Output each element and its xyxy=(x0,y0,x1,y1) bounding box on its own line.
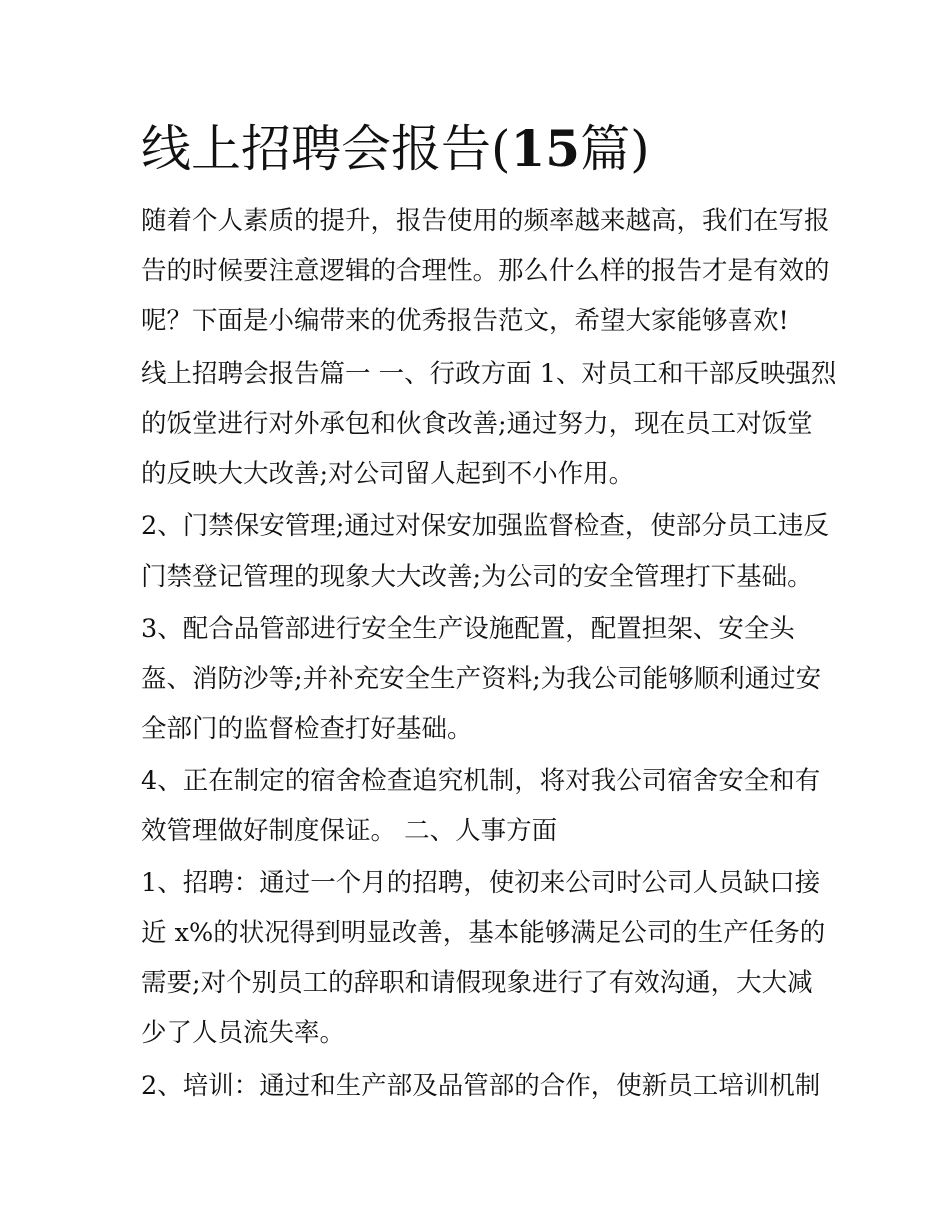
body-line: 2、培训：通过和生产部及品管部的合作，使新员工培训机制 xyxy=(141,1071,821,1101)
body-line: 告的时候要注意逻辑的合理性。那么什么样的报告才是有效的 xyxy=(141,256,830,286)
body-line: 全部门的监督检查打好基础。 xyxy=(141,714,473,744)
body-line: 的饭堂进行对外承包和伙食改善;通过努力，现在员工对饭堂 xyxy=(141,409,813,439)
body-line: 近 x%的状况得到明显改善，基本能够满足公司的生产任务的 xyxy=(141,918,826,948)
body-line: 的反映大大改善;对公司留人起到不小作用。 xyxy=(141,459,635,489)
title-prefix: 线上招聘会报告( xyxy=(141,120,511,178)
body-line: 盔、消防沙等;并补充安全生产资料;为我公司能够顺利通过安 xyxy=(141,664,822,694)
body-line: 随着个人素质的提升，报告使用的频率越来越高，我们在写报 xyxy=(141,206,830,236)
body-line: 3、配合品管部进行安全生产设施配置，配置担架、安全头 xyxy=(141,614,795,644)
body-line: 少了人员流失率。 xyxy=(141,1018,346,1048)
body-line: 4、正在制定的宿舍检查追究机制，将对我公司宿舍安全和有 xyxy=(141,766,821,796)
document-title xyxy=(141,117,650,181)
body-line: 线上招聘会报告篇一 一、行政方面 1、对员工和干部反映强烈 xyxy=(141,359,837,389)
title-suffix: 篇) xyxy=(580,120,650,178)
body-line: 呢？下面是小编带来的优秀报告范文，希望大家能够喜欢! xyxy=(141,306,789,336)
body-line: 门禁登记管理的现象大大改善;为公司的安全管理打下基础。 xyxy=(141,562,813,592)
body-line: 1、招聘：通过一个月的招聘，使初来公司时公司人员缺口接 xyxy=(141,868,821,898)
body-line: 需要;对个别员工的辞职和请假现象进行了有效沟通，大大减 xyxy=(141,968,813,998)
title-number: 15 xyxy=(510,119,581,178)
body-line: 效管理做好制度保证。 二、人事方面 xyxy=(141,816,558,846)
body-line: 2、门禁保安管理;通过对保安加强监督检查，使部分员工违反 xyxy=(141,511,829,541)
